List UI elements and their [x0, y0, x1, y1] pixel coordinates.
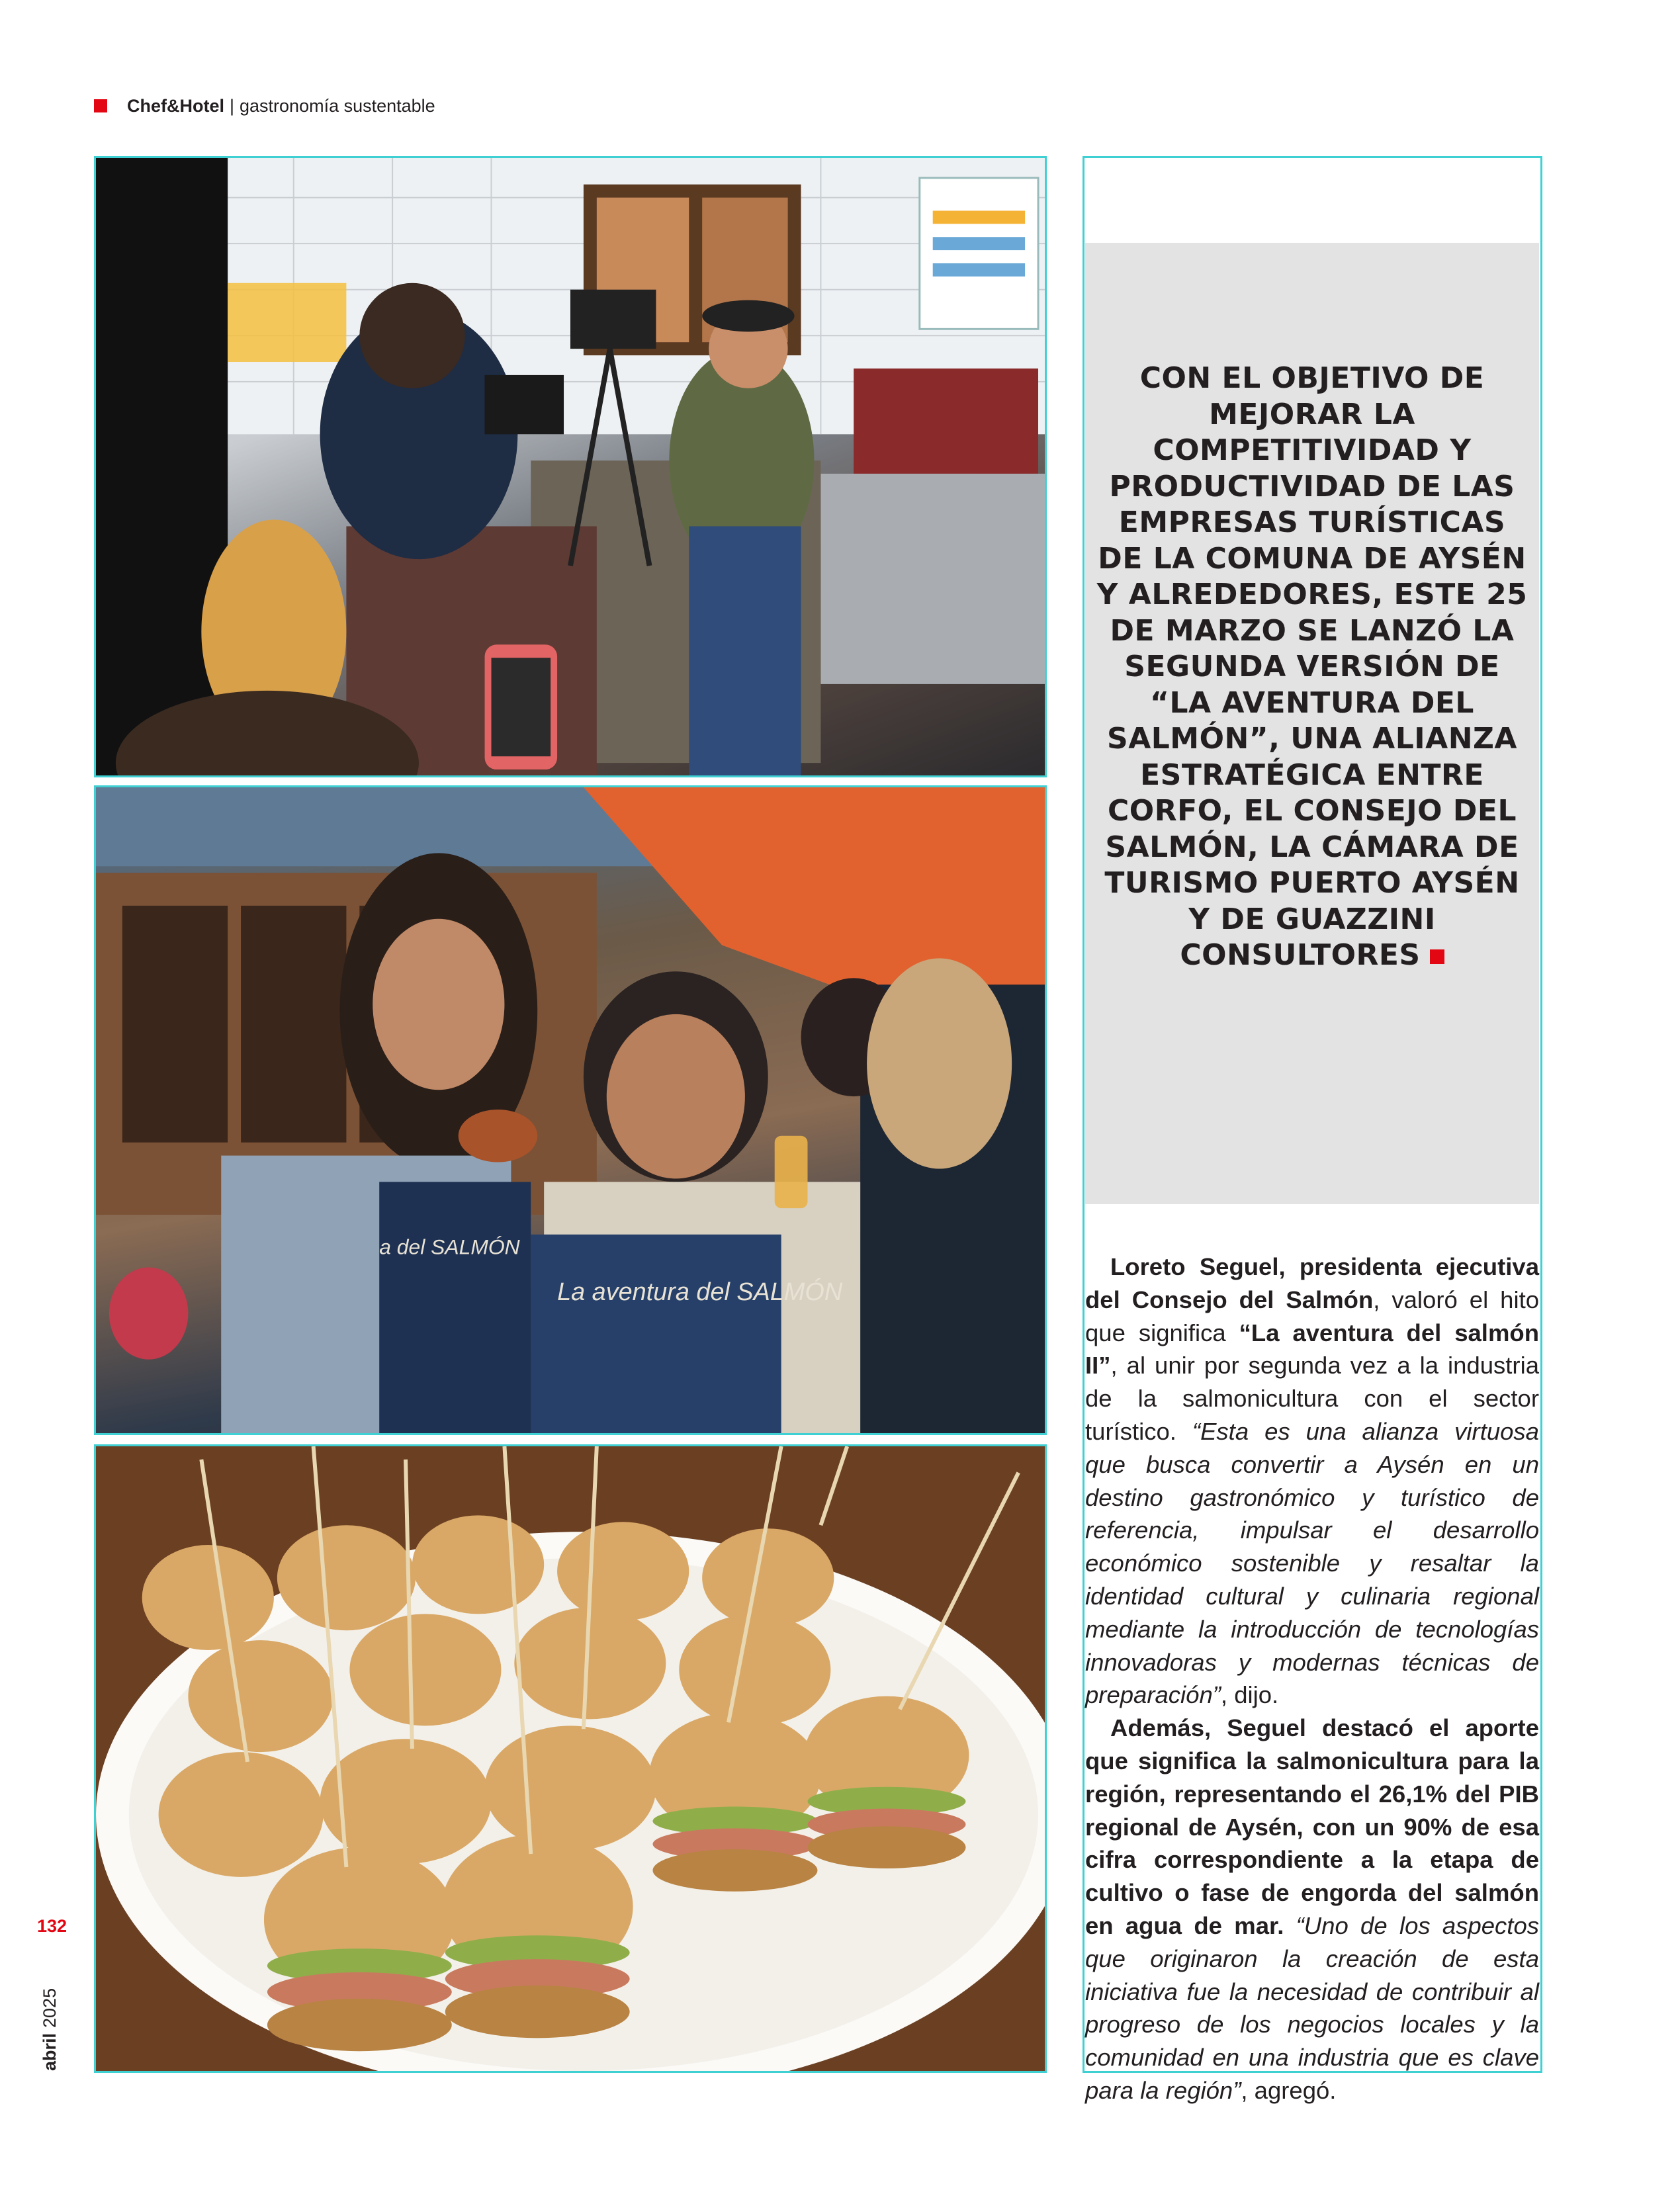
- article-body: [1085, 1250, 1539, 2107]
- section-name: gastronomía sustentable: [240, 95, 435, 116]
- p2-text-2: , agregó.: [1241, 2076, 1337, 2104]
- end-square-icon: [1430, 949, 1444, 964]
- p1-text-3: , dijo.: [1220, 1681, 1279, 1709]
- p2-text-1: [1284, 1912, 1296, 1939]
- photo-women-tasting: [94, 785, 1047, 1435]
- issue-date: [40, 1988, 60, 2071]
- pull-quote-text: CON EL OBJETIVO DE MEJORAR LA COMPETITIVIDAD Y PRODUCTIVIDAD DE LAS EMPRESAS TURÍSTICAS DE LA COMUNA DE AYSÉN Y ALREDEDORES, ESTE 25 DE MARZO SE LANZÓ LA SEGUNDA VERSIÓN DE “LA AVENTURA DEL SALMÓN”, UNA ALIANZA ESTRATÉGICA ENTRE CORFO, EL CONSEJO DEL SALMÓN, LA CÁMARA DE TURISMO PUERTO AYSÉN Y DE GUAZZINI CONSULTORES: [1096, 361, 1528, 972]
- page-number: 132: [37, 1916, 67, 1936]
- red-square-icon: [94, 99, 107, 112]
- women-illustration: [96, 787, 1045, 1433]
- issue-month: abril: [40, 2033, 60, 2071]
- running-header: [94, 93, 435, 119]
- p1-bold-1: Loreto Seguel, presidenta ejecutiva del Consejo del Salmón: [1085, 1253, 1539, 1313]
- sliders-illustration: [96, 1446, 1045, 2071]
- paragraph-2: [1085, 1712, 1539, 2107]
- photo-salmon-sliders: [94, 1444, 1047, 2073]
- p1-text-2: , al unir por segunda vez a la industria de la salmonicultura con el sector turístico.: [1085, 1352, 1539, 1445]
- issue-year: 2025: [40, 1988, 60, 2028]
- kitchen-illustration: [96, 158, 1045, 775]
- apron-print: La aventura del SALMÓN: [557, 1278, 843, 1307]
- pull-quote: [1095, 361, 1529, 974]
- apron-print-partial: a del SALMÓN: [379, 1235, 520, 1259]
- p2-bold-1: Además, Seguel destacó el aporte que significa la salmonicultura para la región, representando el 26,1% del PIB regional de Aysén, con un 90% de esa cifra correspondiente a la etapa de cultivo o fase de engorda del salmón en agua de mar.: [1085, 1714, 1539, 1939]
- photo-kitchen-filming: [94, 156, 1047, 777]
- paragraph-1: [1085, 1250, 1539, 1712]
- p1-text-1: , valoró el hito que significa: [1085, 1286, 1540, 1346]
- header-separator: |: [230, 95, 235, 116]
- p1-quote: “Esta es una alianza virtuosa que busca convertir a Aysén en un destino gastronómico y turístico de referencia, impulsar el desarrollo económico sostenible y resaltar la identidad cultural y culinaria regional mediante la introducción de tecnologías innovadoras y modernas técnicas de preparación”: [1085, 1417, 1539, 1709]
- p1-bold-2: “La aventura del salmón II”: [1085, 1319, 1539, 1379]
- p2-quote: “Uno de los aspectos que originaron la creación de esta iniciativa fue la necesidad de contribuir al progreso de los negocios locales y la comunidad en una industria que es clave para la región”: [1085, 1911, 1539, 2104]
- magazine-brand: Chef&Hotel: [127, 95, 224, 116]
